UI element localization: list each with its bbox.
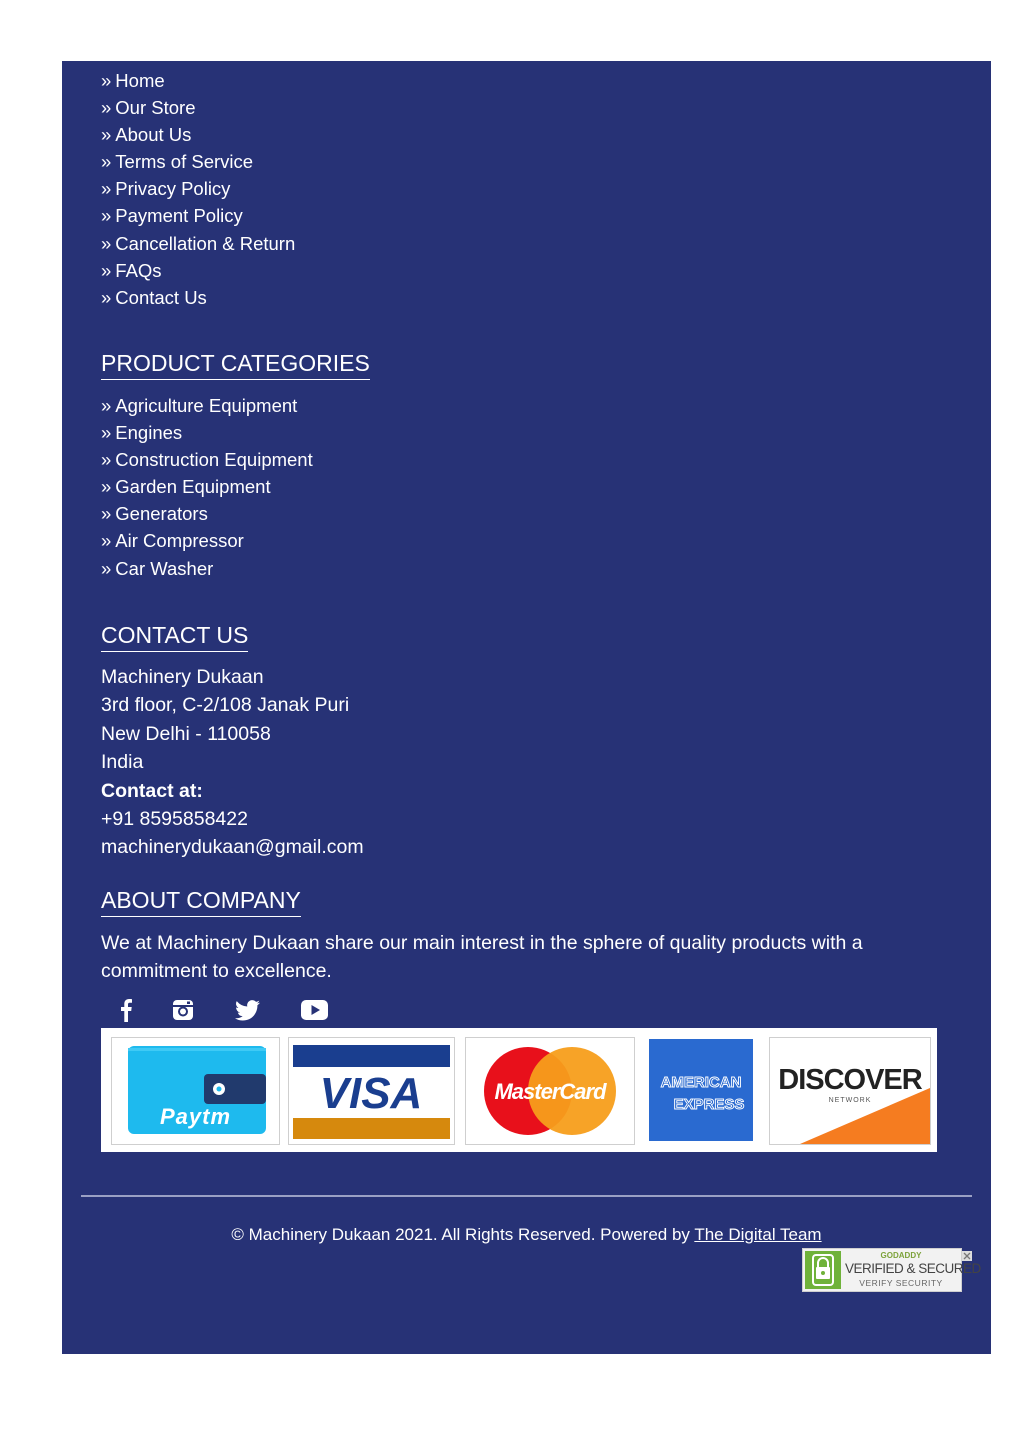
category-link-label: Agriculture Equipment <box>115 395 298 416</box>
country: India <box>101 751 144 774</box>
phone-number[interactable]: +91 8595858422 <box>101 808 248 831</box>
quick-link-contact-us[interactable]: » Contact Us <box>101 286 207 308</box>
powered-by-link[interactable]: The Digital Team <box>694 1225 822 1244</box>
category-link-garden[interactable]: » Garden Equipment <box>101 476 271 498</box>
contact-us-heading: CONTACT US <box>101 620 248 652</box>
twitter-icon[interactable] <box>235 1000 260 1026</box>
godaddy-security-seal[interactable] <box>802 1248 981 1292</box>
category-link-label: Air Compressor <box>115 530 244 552</box>
quick-link-terms[interactable]: » Terms of Service <box>101 151 254 173</box>
quick-links <box>101 67 295 311</box>
copyright-text: © Machinery Dukaan 2021. All Rights Reserved. Powered by <box>231 1225 695 1244</box>
category-link-label: Garden Equipment <box>115 476 271 498</box>
category-link-agriculture[interactable]: » Agriculture Equipment <box>101 395 298 416</box>
quick-link-about-us[interactable]: » About Us <box>101 124 192 146</box>
seal-title: VERIFIED & SECURED <box>845 1261 981 1276</box>
category-link-engines[interactable]: » Engines <box>101 422 183 444</box>
amex-line1: AMERICAN <box>660 1074 742 1091</box>
quick-link-home[interactable]: » Home <box>101 70 165 91</box>
email-address[interactable]: machinerydukaan@gmail.com <box>101 836 364 859</box>
mastercard-text: MasterCard <box>494 1079 606 1104</box>
youtube-icon[interactable] <box>301 1000 328 1025</box>
quick-link-cancellation[interactable]: » Cancellation & Return <box>101 232 296 254</box>
quick-link-faqs[interactable]: » FAQs <box>101 259 162 281</box>
payment-methods <box>101 1028 937 1152</box>
mastercard-logo <box>465 1037 635 1145</box>
quick-link-label: Payment Policy <box>115 205 243 227</box>
category-link-construction[interactable]: » Construction Equipment <box>101 449 313 471</box>
product-categories-heading: PRODUCT CATEGORIES <box>101 348 370 380</box>
category-link-generators[interactable]: » Generators <box>101 503 208 525</box>
category-link-car-washer[interactable]: » Car Washer <box>101 557 214 579</box>
company-name: Machinery Dukaan <box>101 666 264 688</box>
visa-text: VISA <box>319 1069 423 1118</box>
footer-divider <box>81 1195 972 1197</box>
facebook-icon[interactable] <box>120 998 132 1027</box>
quick-link-label: Home <box>115 70 165 91</box>
seal-subtitle: VERIFY SECURITY <box>859 1278 943 1288</box>
instagram-icon[interactable] <box>172 999 194 1026</box>
amex-line2: EXPRESS <box>673 1096 745 1113</box>
quick-link-label: Cancellation & Return <box>115 232 296 254</box>
seal-close-icon[interactable] <box>962 1248 972 1258</box>
copyright-line <box>62 1224 991 1246</box>
paytm-text: Paytm <box>160 1104 232 1129</box>
category-link-label: Construction Equipment <box>115 449 313 471</box>
category-link-label: Generators <box>115 503 208 525</box>
quick-link-label: Our Store <box>115 97 196 119</box>
quick-link-our-store[interactable]: » Our Store <box>101 97 196 119</box>
quick-link-label: Contact Us <box>115 286 207 308</box>
category-link-air-compressor[interactable]: » Air Compressor <box>101 530 244 552</box>
contact-details <box>101 663 364 862</box>
category-link-label: Car Washer <box>115 557 214 579</box>
quick-link-privacy[interactable]: » Privacy Policy <box>101 178 231 200</box>
site-footer <box>62 61 991 1354</box>
about-company-text: We at Machinery Dukaan share our main interest in the sphere of quality products with a commitment to excellence. <box>101 932 863 983</box>
seal-brand: GODADDY <box>880 1251 922 1260</box>
visa-logo <box>288 1037 455 1145</box>
discover-text: DISCOVER <box>778 1064 922 1096</box>
quick-link-label: FAQs <box>115 259 162 281</box>
address-line-2: New Delhi - 110058 <box>101 722 271 745</box>
address-line-1: 3rd floor, C-2/108 Janak Puri <box>101 694 350 717</box>
category-link-label: Engines <box>115 422 183 444</box>
about-company-heading: ABOUT COMPANY <box>101 885 301 917</box>
discover-sub: NETWORK <box>828 1097 872 1104</box>
quick-link-label: Privacy Policy <box>115 178 231 200</box>
discover-logo <box>769 1037 931 1145</box>
contact-label: Contact at: <box>101 779 203 802</box>
lock-icon <box>805 1251 841 1289</box>
paytm-logo <box>111 1037 280 1145</box>
category-links <box>101 392 313 582</box>
quick-link-payment-policy[interactable]: » Payment Policy <box>101 205 243 227</box>
amex-logo <box>647 1037 753 1143</box>
quick-link-label: About Us <box>115 124 192 146</box>
quick-link-label: Terms of Service <box>115 151 254 173</box>
